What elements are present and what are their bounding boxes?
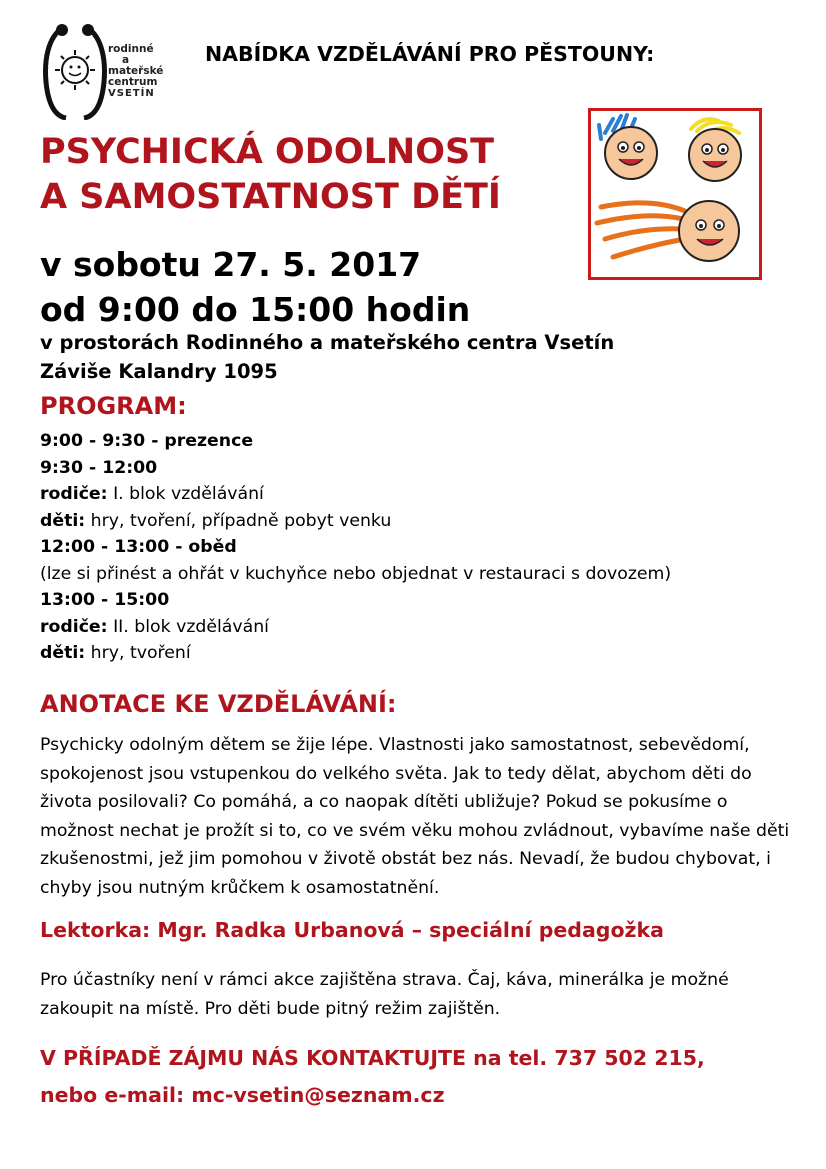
venue-address: Záviše Kalandry 1095 xyxy=(40,360,278,383)
logo xyxy=(40,20,175,120)
program-item: 12:00 - 13:00 - oběd xyxy=(40,537,237,557)
program-item: 13:00 - 15:00 xyxy=(40,590,170,610)
program-item: 9:30 - 12:00 xyxy=(40,457,158,478)
event-venue xyxy=(40,328,614,386)
lecturer-line: Lektorka: Mgr. Radka Urbanová – speciální pedagožka xyxy=(40,918,664,942)
logo-city: VSETÍN xyxy=(108,88,155,99)
program-heading: PROGRAM: xyxy=(40,392,187,420)
family-sun-logo-icon xyxy=(40,20,110,120)
contact-info xyxy=(40,1040,705,1114)
three-children-faces-illustration xyxy=(591,111,759,277)
program-item: rodiče: I. blok vzdělávání xyxy=(40,484,264,504)
contact-email: nebo e-mail: mc-vsetin@seznam.cz xyxy=(40,1083,445,1107)
kids-illustration xyxy=(588,108,762,280)
program-item: děti: hry, tvoření, případně pobyt venku xyxy=(40,510,392,531)
logo-line: rodinné xyxy=(108,43,154,55)
food-note: Pro účastníky není v rámci akce zajištěna strava. Čaj, káva, minerálka je možné zakoupit na místě. Pro děti bude pitný režim zajištěn. xyxy=(40,970,729,1019)
program-item: (lze si přinést a ohřát v kuchyňce nebo objednat v restauraci s dovozem) xyxy=(40,563,672,584)
program-item: rodiče: II. blok vzdělávání xyxy=(40,616,269,637)
program-item: 9:00 - 9:30 - prezence xyxy=(40,431,254,451)
logo-line: centrum xyxy=(108,76,158,88)
venue-line: v prostorách Rodinného a mateřského centra Vsetín xyxy=(40,331,615,354)
event-title-line: PSYCHICKÁ ODOLNOST xyxy=(40,132,495,172)
event-time: od 9:00 do 15:00 hodin xyxy=(40,290,471,329)
program-item: děti: hry, tvoření xyxy=(40,643,191,663)
logo-text xyxy=(108,44,163,99)
logo-line: a xyxy=(122,54,130,66)
annotation-heading: ANOTACE KE VZDĚLÁVÁNÍ: xyxy=(40,690,397,718)
annotation-text: Psychicky odolným dětem se žije lépe. Vlastnosti jako samostatnost, sebevědomí, spokojenost jsou vstupenkou do velkého světa. Jak to tedy dělat, abychom děti do života posilovali? Co pomáhá, a co naopak dítěti ubližuje? Pokud se pokusíme o možnost nechat je prožít si to, co ve svém věku mohou zvládnout, vybavíme naše děti zkušenostmi, jež jim pomohou v životě obstát bez nás. Nevadí, že budou chybovat, i chyby jsou nutným krůčkem k osamostatnění. xyxy=(40,735,790,898)
page-heading: NABÍDKA VZDĚLÁVÁNÍ PRO PĚSTOUNY: xyxy=(205,42,655,66)
event-date: v sobotu 27. 5. 2017 xyxy=(40,245,422,284)
program-list xyxy=(40,428,671,667)
event-title xyxy=(40,130,501,220)
event-title-line: A SAMOSTATNOST DĚTÍ xyxy=(40,177,501,217)
event-datetime xyxy=(40,242,470,332)
logo-line: mateřské xyxy=(108,65,164,77)
contact-phone: V PŘÍPADĚ ZÁJMU NÁS KONTAKTUJTE na tel. 737 502 215, xyxy=(40,1046,705,1070)
